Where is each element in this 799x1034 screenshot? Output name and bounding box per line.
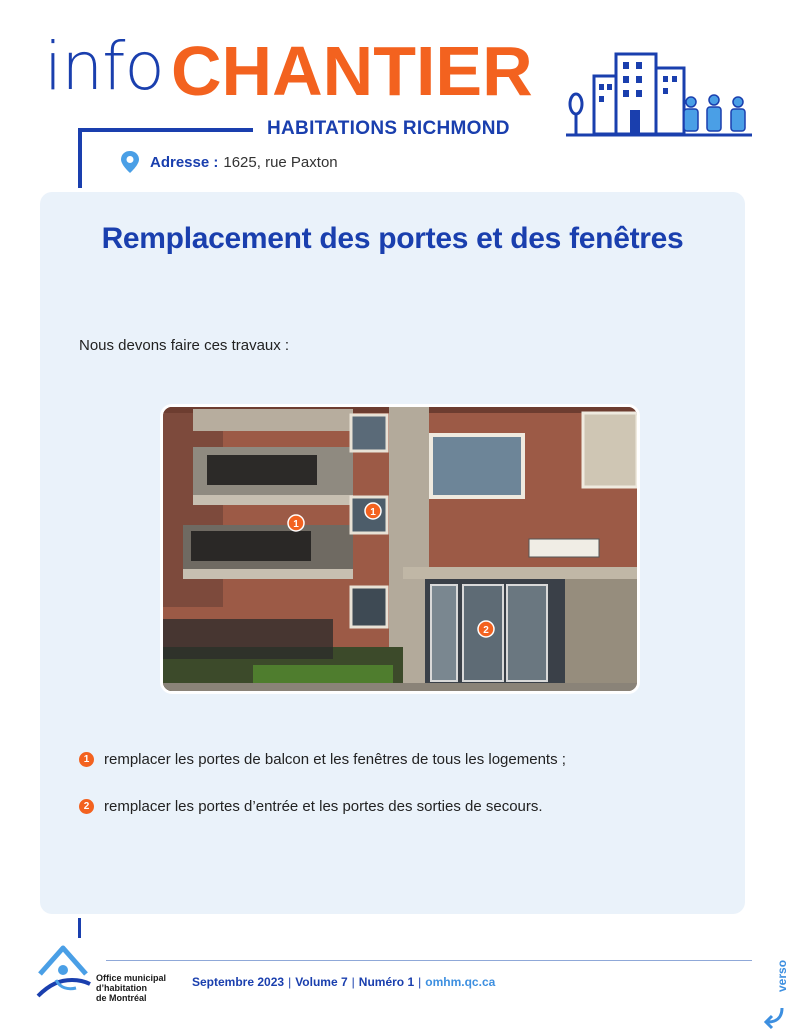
org-line-3: de Montréal (96, 993, 147, 1003)
building-photo (160, 404, 640, 694)
publication-info: Septembre 2023 | Volume 7 | Numéro 1 | omhm.qc.ca (192, 975, 496, 989)
photo-marker-2 (478, 621, 494, 637)
list-item-text: remplacer les portes d’entrée et les portes des sorties de secours. (104, 798, 543, 815)
project-subtitle: HABITATIONS RICHMOND (267, 118, 510, 139)
photo-marker-1a-label: 1 (293, 519, 299, 530)
header-bracket-line (78, 128, 253, 132)
verso-label[interactable]: verso (775, 959, 789, 992)
header-bracket-vertical (78, 128, 82, 188)
page-title: Remplacement des portes et des fenêtres (101, 222, 684, 255)
omhm-logo-icon (34, 944, 92, 1000)
website-link[interactable]: omhm.qc.ca (425, 975, 496, 989)
photo-marker-1b (365, 503, 381, 519)
publication-volume: Volume 7 (295, 975, 348, 989)
logo-chantier-text: CHANTIER (171, 32, 533, 110)
photo-marker-1a (288, 515, 304, 531)
org-line-2: d’habitation (96, 983, 147, 993)
location-pin-icon (120, 150, 140, 174)
publication-date: Septembre 2023 (192, 975, 285, 989)
buildings-illustration-icon (566, 46, 756, 142)
list-item (79, 751, 566, 768)
list-number-badge: 1 (79, 752, 94, 767)
address-label: Adresse : (150, 153, 219, 171)
address-line (120, 150, 338, 174)
footer-divider (106, 960, 752, 961)
logo-info-text: info (44, 28, 164, 105)
list-number-badge: 2 (79, 799, 94, 814)
photo-marker-2-label: 2 (483, 625, 489, 636)
intro-text: Nous devons faire ces travaux : (79, 337, 290, 354)
organization-name (96, 973, 166, 1003)
photo-marker-1b-label: 1 (370, 507, 376, 518)
org-line-1: Office municipal (96, 973, 167, 983)
footer-tick (78, 918, 81, 938)
publication-issue: Numéro 1 (358, 975, 415, 989)
list-item (79, 798, 543, 815)
address-value: 1625, rue Paxton (223, 153, 338, 171)
list-item-text: remplacer les portes de balcon et les fenêtres de tous les logements ; (104, 751, 566, 768)
